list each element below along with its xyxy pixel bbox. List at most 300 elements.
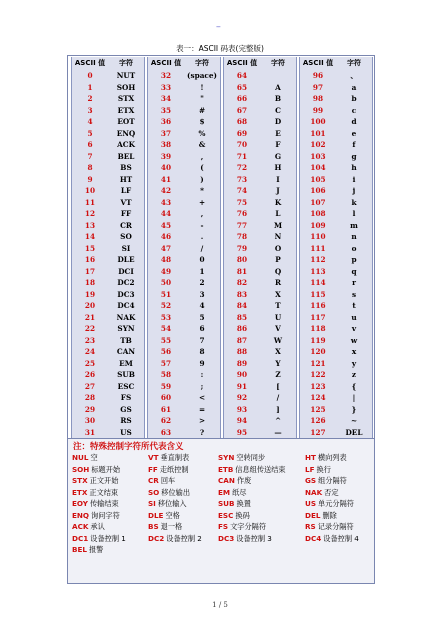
table-row — [148, 139, 220, 151]
legend-code: NAK — [305, 487, 323, 497]
table-row — [148, 254, 220, 266]
table-row — [72, 254, 144, 266]
ascii-value: 45 — [160, 220, 172, 230]
table-row — [72, 312, 144, 324]
ascii-char: SUB — [117, 370, 135, 379]
ascii-value: 17 — [84, 266, 96, 276]
ascii-char: f — [352, 140, 356, 149]
ascii-value: 16 — [84, 255, 96, 264]
ascii-char: ! — [200, 82, 204, 92]
ascii-char: T — [275, 301, 281, 310]
table-row — [224, 128, 296, 140]
table-row — [148, 116, 220, 128]
legend-meaning: 设备控制 2 — [166, 533, 202, 543]
ascii-char: / — [200, 243, 204, 253]
ascii-value: 12 — [84, 209, 96, 218]
table-row — [300, 128, 372, 140]
legend-meaning: 退一格 — [160, 522, 183, 531]
table-row — [300, 277, 372, 289]
ascii-char: US — [120, 427, 132, 437]
ascii-value: 54 — [160, 324, 172, 333]
ascii-char: < — [198, 393, 206, 402]
ascii-char: g — [351, 151, 357, 161]
legend-meaning: 空格 — [165, 510, 180, 520]
ascii-value: 91 — [236, 381, 248, 391]
ascii-value: 64 — [236, 71, 248, 80]
legend-item — [305, 464, 331, 476]
ascii-char: ) — [200, 174, 204, 184]
ascii-value: 8 — [87, 163, 93, 172]
ascii-char: VT — [120, 197, 132, 207]
ascii-char: y — [351, 358, 357, 368]
ascii-char: u — [351, 312, 357, 322]
ascii-value: 118 — [310, 324, 326, 333]
ascii-char: P — [275, 255, 281, 264]
table-row — [224, 300, 296, 312]
ascii-char: ESC — [117, 381, 135, 391]
table-row — [224, 82, 296, 94]
legend-item — [218, 498, 251, 510]
legend-code: EM — [218, 487, 231, 497]
ascii-char: M — [273, 220, 283, 230]
table-row — [224, 254, 296, 266]
ascii-value: 9 — [87, 174, 93, 184]
table-row — [148, 208, 220, 220]
ascii-char: % — [198, 128, 206, 138]
ascii-value: 56 — [160, 347, 172, 356]
ascii-char: ? — [199, 427, 205, 437]
legend-code: ETB — [218, 464, 234, 474]
ascii-value: 121 — [310, 358, 326, 368]
table-row — [300, 415, 372, 427]
header-ascii-value: ASCII 值 — [150, 59, 182, 67]
legend-item — [72, 475, 118, 487]
table-row — [224, 277, 296, 289]
table-row — [224, 197, 296, 209]
ascii-char: C — [275, 105, 281, 115]
header-char: 字符 — [347, 59, 361, 67]
ascii-value: 73 — [236, 174, 248, 184]
legend-meaning: 走纸控制 — [159, 464, 189, 474]
legend-meaning: 单元分隔符 — [318, 499, 354, 508]
ascii-char: p — [351, 255, 357, 264]
ascii-char: t — [352, 301, 356, 310]
ascii-value: 49 — [160, 266, 172, 276]
legend-code: DC1 — [72, 533, 89, 543]
table-row — [148, 312, 220, 324]
legend-item — [218, 464, 286, 476]
ascii-char: X — [275, 289, 281, 299]
ascii-char: > — [198, 416, 206, 425]
ascii-char: 2 — [199, 278, 205, 287]
ascii-value: 65 — [236, 82, 248, 92]
legend-item — [148, 452, 189, 464]
ascii-char: H — [274, 163, 282, 172]
table-row — [300, 243, 372, 255]
ascii-char: e — [351, 128, 357, 138]
legend-code: DC3 — [218, 533, 235, 543]
table-row — [72, 392, 144, 404]
table-row — [300, 197, 372, 209]
ascii-char: b — [351, 94, 357, 103]
ascii-value: 78 — [236, 232, 248, 241]
ascii-value: 94 — [236, 416, 248, 425]
table-row — [148, 415, 220, 427]
ascii-value: 25 — [84, 358, 96, 368]
ascii-value: 77 — [236, 220, 248, 230]
ascii-value: 58 — [160, 370, 172, 379]
ascii-char: 9 — [199, 358, 205, 368]
legend-meaning: 换置 — [236, 499, 251, 508]
table-row — [72, 139, 144, 151]
ascii-char: " — [200, 94, 204, 103]
ascii-value: 75 — [236, 197, 248, 207]
ascii-char: 3 — [199, 289, 205, 299]
ascii-value: 24 — [84, 347, 96, 356]
table-row — [300, 300, 372, 312]
legend-meaning: 换行 — [316, 464, 331, 474]
table-row — [300, 369, 372, 381]
table-row — [224, 266, 296, 278]
ascii-char: A — [275, 82, 281, 92]
table-row — [300, 427, 372, 439]
legend-item — [305, 487, 339, 499]
table-row — [72, 151, 144, 163]
ascii-value: 72 — [236, 163, 248, 172]
table-row — [72, 220, 144, 232]
ascii-value: 66 — [236, 94, 248, 103]
ascii-char: BS — [120, 163, 132, 172]
ascii-value: 102 — [310, 140, 326, 149]
ascii-char: NUT — [116, 71, 136, 80]
ascii-char: 4 — [199, 301, 205, 310]
legend-meaning: 询问字符 — [91, 510, 120, 520]
ascii-value: 114 — [310, 278, 326, 287]
table-row — [72, 185, 144, 197]
table-row — [72, 289, 144, 301]
ascii-char: # — [198, 105, 206, 115]
ascii-value: 0 — [87, 71, 93, 80]
header-ascii-value: ASCII 值 — [302, 59, 334, 67]
legend-code: STX — [72, 476, 88, 485]
table-row — [148, 323, 220, 335]
legend-item — [218, 452, 265, 464]
table-row — [148, 358, 220, 370]
table-row — [72, 415, 144, 427]
table-row — [148, 128, 220, 140]
ascii-value: 23 — [84, 335, 96, 345]
ascii-char: ] — [276, 404, 280, 414]
legend-meaning: 作废 — [236, 476, 252, 485]
table-row — [224, 185, 296, 197]
ascii-value: 96 — [312, 71, 324, 80]
table-row — [300, 312, 372, 324]
legend-item — [218, 510, 250, 522]
ascii-value: 37 — [160, 128, 172, 138]
ascii-char: n — [351, 232, 357, 241]
ascii-column — [299, 57, 373, 438]
ascii-value: 11 — [84, 197, 96, 207]
ascii-value: 120 — [310, 347, 326, 356]
table-row — [300, 162, 372, 174]
legend-item — [72, 510, 120, 522]
ascii-value: 51 — [160, 289, 172, 299]
ascii-char: L — [275, 209, 281, 218]
ascii-table — [67, 55, 375, 440]
ascii-value: 40 — [160, 163, 172, 172]
legend-item — [148, 498, 187, 510]
ascii-value: 88 — [236, 347, 248, 356]
table-row — [300, 220, 372, 232]
ascii-value: 116 — [310, 301, 326, 310]
legend-code: GS — [305, 476, 317, 485]
legend-item — [72, 533, 126, 545]
ascii-value: 89 — [236, 358, 248, 368]
table-row — [300, 185, 372, 197]
ascii-char: SYN — [117, 324, 135, 333]
ascii-char: CR — [120, 220, 132, 230]
ascii-value: 62 — [160, 416, 172, 425]
table-row — [148, 70, 220, 82]
ascii-value: 81 — [236, 266, 248, 276]
legend-code: ENQ — [72, 510, 90, 520]
ascii-value: 103 — [310, 151, 326, 161]
table-row — [72, 93, 144, 105]
ascii-value: 82 — [236, 278, 248, 287]
table-row — [224, 105, 296, 117]
table-row — [148, 174, 220, 186]
ascii-char: v — [351, 324, 357, 333]
ascii-char: STX — [117, 94, 135, 103]
control-char-legend — [67, 438, 375, 584]
legend-code: BS — [148, 522, 159, 531]
ascii-value: 29 — [84, 404, 96, 414]
page-title: 表一：ASCII 码表(完整版) — [176, 44, 264, 53]
legend-code: SI — [148, 499, 156, 508]
ascii-char: W — [273, 335, 283, 345]
legend-meaning: 换码 — [235, 510, 250, 520]
table-row — [72, 358, 144, 370]
legend-meaning: 移位输出 — [161, 487, 191, 497]
ascii-char: * — [200, 186, 204, 195]
ascii-char: U — [274, 312, 282, 322]
table-row — [72, 243, 144, 255]
ascii-char: = — [198, 404, 206, 414]
ascii-char: Q — [274, 266, 282, 276]
ascii-value: 112 — [310, 255, 326, 264]
legend-meaning: 设备控制 3 — [236, 533, 272, 543]
ascii-value: 61 — [160, 404, 172, 414]
legend-item — [148, 521, 182, 533]
table-row — [300, 392, 372, 404]
legend-code: BEL — [72, 545, 87, 554]
ascii-value: 123 — [310, 381, 326, 391]
table-row — [224, 346, 296, 358]
ascii-char: x — [351, 347, 357, 356]
ascii-value: 48 — [160, 255, 172, 264]
ascii-value: 125 — [310, 404, 326, 414]
ascii-char: 8 — [199, 347, 205, 356]
table-row — [72, 70, 144, 82]
ascii-char: ENQ — [116, 128, 136, 138]
legend-item — [72, 464, 120, 476]
table-row — [300, 105, 372, 117]
table-row — [72, 231, 144, 243]
legend-code: FF — [148, 464, 158, 474]
ascii-char: h — [351, 163, 357, 172]
ascii-char: w — [350, 335, 358, 345]
ascii-char: DC2 — [117, 278, 135, 287]
ascii-value: 99 — [312, 105, 324, 115]
table-row — [148, 289, 220, 301]
ascii-char: FF — [120, 209, 132, 218]
ascii-value: 10 — [84, 186, 96, 195]
legend-meaning: 空转同步 — [236, 453, 266, 462]
legend-item — [305, 498, 354, 510]
legend-code: ACK — [72, 522, 89, 531]
legend-code: HT — [305, 453, 316, 462]
legend-meaning: 信息组传送结束 — [235, 464, 286, 474]
ascii-value: 117 — [310, 312, 326, 322]
legend-meaning: 设备控制 4 — [323, 533, 359, 543]
ascii-char: a — [351, 82, 357, 92]
ascii-char: J — [276, 186, 280, 195]
legend-item — [218, 475, 251, 487]
legend-code: ETX — [72, 487, 88, 497]
table-row — [224, 70, 296, 82]
ascii-value: 97 — [312, 82, 324, 92]
legend-meaning: 横向列表 — [317, 453, 347, 462]
ascii-char: RS — [120, 416, 132, 425]
table-row — [72, 116, 144, 128]
ascii-char: R — [274, 278, 282, 287]
table-row — [300, 174, 372, 186]
legend-meaning: 空 — [90, 453, 98, 462]
ascii-char: c — [351, 105, 357, 115]
ascii-char: D — [274, 117, 282, 126]
table-row — [148, 93, 220, 105]
table-row — [148, 335, 220, 347]
ascii-char: i — [352, 174, 356, 184]
ascii-char: , — [200, 151, 204, 161]
table-row — [224, 427, 296, 439]
ascii-value: 69 — [236, 128, 248, 138]
legend-item — [218, 487, 246, 499]
ascii-char: DC3 — [117, 289, 135, 299]
top-mark: -- — [216, 22, 220, 31]
ascii-value: 104 — [310, 163, 326, 172]
ascii-value: 98 — [312, 94, 324, 103]
legend-item — [148, 510, 180, 522]
header-char: 字符 — [271, 59, 285, 67]
ascii-value: 32 — [160, 71, 172, 80]
table-row — [148, 369, 220, 381]
ascii-value: 15 — [84, 243, 96, 253]
legend-item — [72, 544, 103, 556]
table-row — [148, 197, 220, 209]
table-row — [148, 300, 220, 312]
ascii-char: 、 — [350, 71, 358, 80]
table-row — [148, 185, 220, 197]
table-row — [300, 346, 372, 358]
ascii-char: 6 — [199, 324, 205, 333]
legend-code: CAN — [218, 476, 235, 485]
legend-item — [305, 533, 359, 545]
legend-code: DEL — [305, 510, 321, 520]
header-char: 字符 — [119, 59, 133, 67]
ascii-value: 44 — [160, 209, 172, 218]
ascii-value: 30 — [84, 416, 96, 425]
ascii-value: 26 — [84, 370, 96, 379]
ascii-char: l — [352, 209, 356, 218]
ascii-value: 124 — [310, 393, 326, 402]
table-row — [72, 381, 144, 393]
ascii-value: 41 — [160, 174, 172, 184]
table-row — [224, 243, 296, 255]
ascii-char: 7 — [199, 335, 205, 345]
header-ascii-value: ASCII 值 — [74, 59, 106, 67]
ascii-char: DC4 — [117, 301, 135, 310]
legend-item — [148, 464, 189, 476]
ascii-char: CAN — [116, 347, 136, 356]
table-row — [224, 220, 296, 232]
table-row — [148, 381, 220, 393]
column-header — [300, 57, 372, 70]
ascii-value: 115 — [310, 289, 326, 299]
ascii-value: 105 — [310, 174, 326, 184]
legend-code: RS — [305, 522, 316, 531]
ascii-value: 84 — [236, 301, 248, 310]
legend-code: CR — [148, 476, 159, 485]
ascii-value: 1 — [87, 82, 93, 92]
table-row — [300, 289, 372, 301]
ascii-value: 21 — [84, 312, 96, 322]
table-row — [148, 231, 220, 243]
ascii-char: / — [276, 393, 280, 402]
ascii-value: 52 — [160, 301, 172, 310]
legend-meaning: 报警 — [88, 545, 104, 554]
ascii-char: SO — [120, 232, 132, 241]
ascii-char: , — [200, 209, 204, 218]
table-row — [224, 415, 296, 427]
ascii-char: + — [198, 197, 206, 207]
ascii-value: 68 — [236, 117, 248, 126]
table-row — [72, 427, 144, 439]
ascii-char: ( — [200, 163, 204, 172]
legend-item — [305, 510, 337, 522]
ascii-char: Z — [275, 370, 281, 379]
ascii-char: ; — [200, 381, 204, 391]
ascii-char: B — [274, 94, 282, 103]
ascii-char: z — [351, 370, 357, 379]
ascii-char: LF — [120, 186, 132, 195]
table-row — [72, 266, 144, 278]
table-row — [224, 289, 296, 301]
ascii-value: 113 — [310, 266, 326, 276]
ascii-char: X — [275, 347, 281, 356]
ascii-char: - — [200, 220, 204, 230]
legend-item — [72, 521, 105, 533]
ascii-value: 13 — [84, 220, 96, 230]
table-row — [72, 323, 144, 335]
table-row — [72, 300, 144, 312]
legend-meaning: 回车 — [160, 476, 176, 485]
ascii-char: & — [198, 140, 206, 149]
legend-code: ESC — [218, 510, 234, 520]
ascii-char: FS — [120, 393, 132, 402]
ascii-value: 95 — [236, 427, 248, 437]
ascii-value: 127 — [310, 427, 326, 437]
